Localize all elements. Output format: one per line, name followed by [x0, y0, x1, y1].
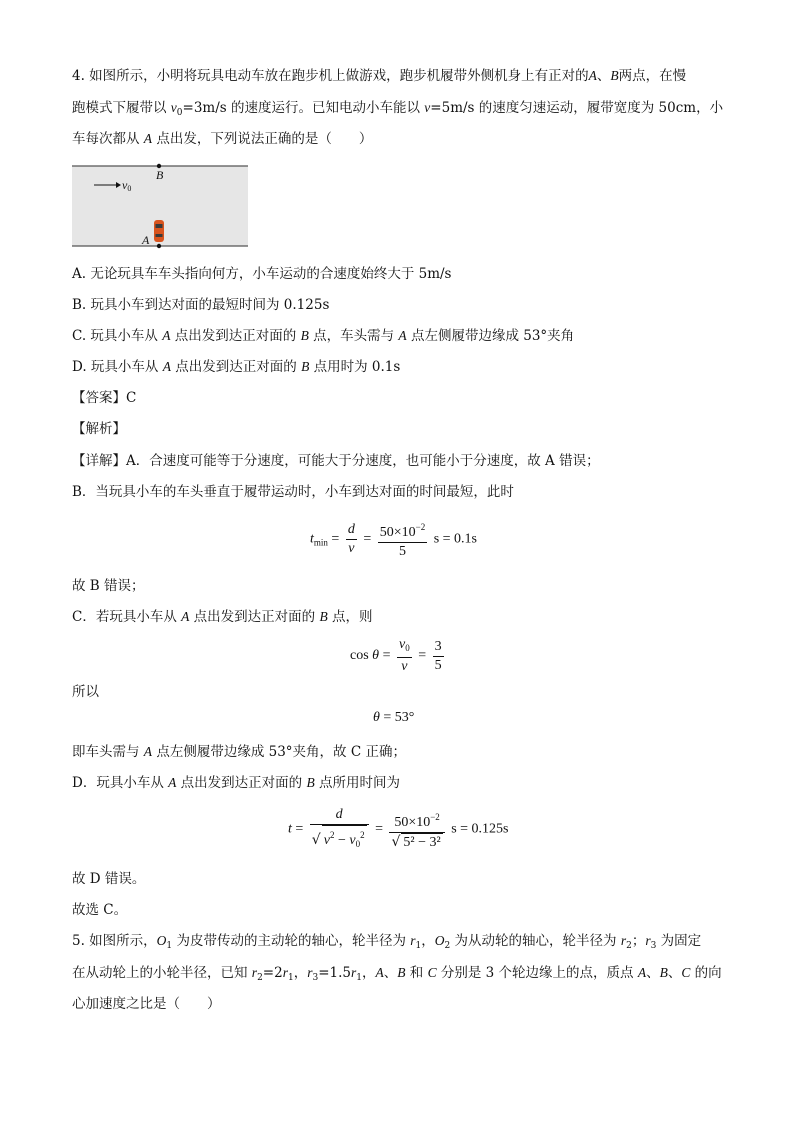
q4-wrong-d: 故 D 错误。 [72, 871, 146, 887]
point-a-label: A [142, 233, 150, 247]
q4-option-b: B. 玩具小车到达对面的最短时间为 0.125s [72, 297, 330, 313]
q4-stem-line2: 跑模式下履带以 $v_0=3m/s$ 的速度运行。已知电动小车能以 v=5m/s 的速度匀速运动，履带宽度为 50cm，小 [72, 100, 724, 118]
fraction-3-over-5: $\frac{3}{5}$ [434, 638, 442, 673]
fraction-numeric-sqrt: $\frac{50\times 10^{-2}}{\text{√ 5² − 3²}}$ [389, 808, 444, 852]
q4-analysis-title: 【解析】 [72, 421, 126, 437]
q4-detail-c: C．若玩具小车从 A 点出发到达正对面的 B 点，则 [72, 609, 373, 625]
sqrt-sign: √ [391, 833, 401, 850]
q5-stem-line1: 5. 如图所示，$O_1$ 为皮带传动的主动轮的轴心，轮半径为 $r_1$，$O_2$ 为从动轮的轴心，轮半径为 $r_2$；$r_3$ 为固定 [72, 933, 702, 951]
toy-car-icon [154, 220, 164, 242]
equation-theta-53: θ = 53° [373, 710, 415, 725]
sqrt-sign: √ [311, 832, 321, 848]
fraction-v0-over-v: $\frac{v_0}{v}$ [398, 637, 410, 674]
q4-option-c: C. 玩具小车从 A 点出发到达正对面的 B 点，车头需与 A 点左侧履带边缘成 53°夹角 [72, 328, 575, 344]
equation-time-d: t = $\frac{d}{√ v^2 - v_0^2}$ = $\frac{50\times 10^{-2}}{\text{√ 5² − 3²}}$ s = 0.125s [288, 806, 508, 853]
q4-option-a: A. 无论玩具车车头指向何方，小车运动的合速度始终大于 5m/s [72, 266, 452, 282]
point-b-label: B [156, 168, 164, 182]
q4-suoyi: 所以 [72, 684, 99, 700]
equation-cos-theta: cos θ = $\frac{v_0}{v}$ = $\frac{3}{5}$ [350, 637, 442, 674]
q4-detail-d: D．玩具小车从 A 点出发到达正对面的 B 点所用时间为 [72, 775, 401, 791]
q4-stem-line1: 4. 如图所示，小明将玩具电动车放在跑步机上做游戏，跑步机履带外侧机身上有正对的A、B两点，在慢 [72, 68, 687, 84]
fraction-d-over-sqrt: $\frac{d}{√ v^2 - v_0^2}$ [310, 806, 369, 853]
fraction-numeric: $\frac{50\times 10^{-2}}{5}$ [378, 518, 427, 561]
q4-conclude-c: 即车头需与 A 点左侧履带边缘成 53°夹角，故 C 正确； [72, 744, 406, 760]
q4-answer: 【答案】C [72, 390, 137, 406]
q4-detail-b: B．当玩具小车的车头垂直于履带运动时，小车到达对面的时间最短，此时 [72, 484, 514, 500]
q5-stem-line2: 在从动轮上的小轮半径，已知 $r_2=2r_1$，$r_3=1.5r_1$，A、B 和 C 分别是 3 个轮边缘上的点，质点 A、B、C 的向 [72, 965, 722, 983]
q5-stem-line3: 心加速度之比是（ ） [72, 996, 221, 1012]
q4-option-d: D. 玩具小车从 A 点出发到达正对面的 B 点用时为 0.1s [72, 359, 401, 375]
treadmill-figure [72, 160, 252, 252]
fraction-d-over-v: $\frac{d}{v}$ [347, 522, 355, 556]
point-a-marker [157, 244, 161, 248]
q4-stem-line3: 车每次都从 A 点出发，下列说法正确的是（ ） [72, 131, 373, 147]
q4-detail-a: 【详解】A．合速度可能等于分速度，可能大于分速度，也可能小于分速度，故 A 错误； [72, 453, 600, 469]
velocity-label: v0 [122, 178, 132, 193]
q4-wrong-b: 故 B 错误； [72, 578, 145, 594]
q4-choose: 故选 C。 [72, 902, 128, 918]
equation-tmin: $t_{min}$ = $\frac{d}{v}$ = $\frac{50\times 10^{-2}}{5}$ s = 0.1s [310, 518, 477, 561]
